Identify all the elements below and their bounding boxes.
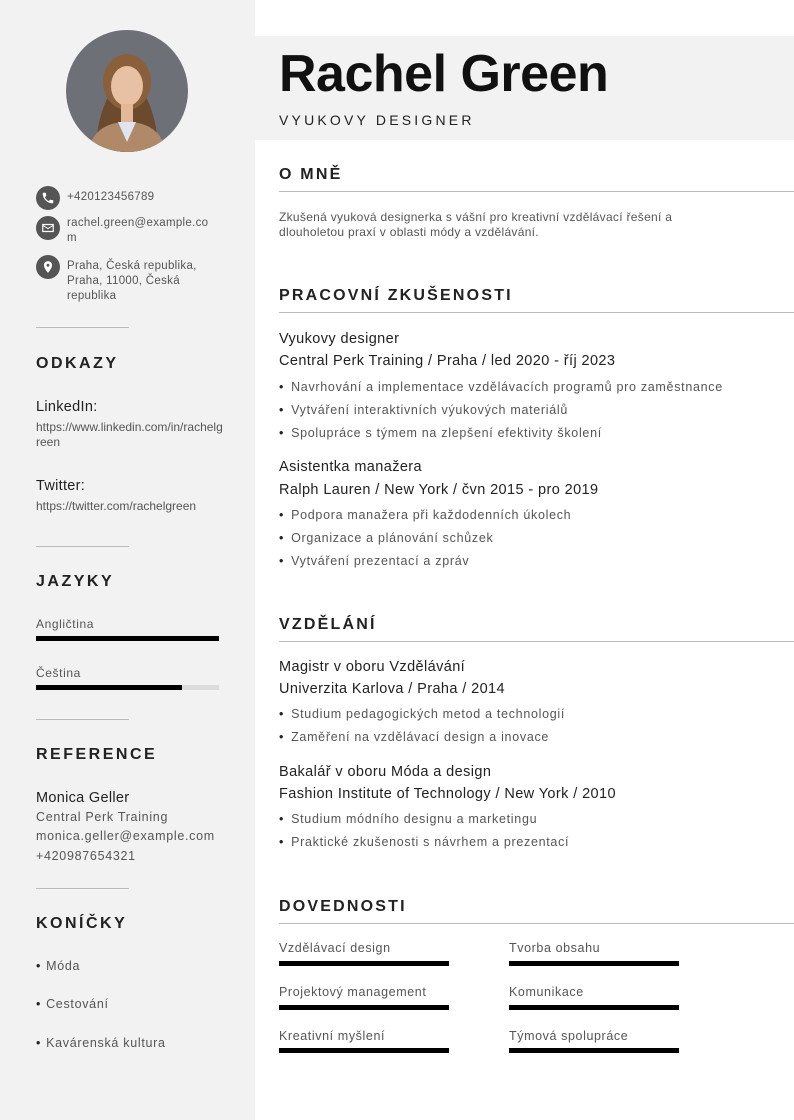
- sidebar-divider: [36, 546, 129, 547]
- skill-level-bar: [279, 1048, 449, 1053]
- education-place: Univerzita Karlova / Praha / 2014: [279, 681, 505, 697]
- bullet-dot: •: [36, 997, 42, 1011]
- links-heading: ODKAZY: [36, 355, 119, 372]
- phone-icon: [36, 186, 60, 210]
- link-url-twitter[interactable]: https://twitter.com/rachelgreen: [36, 499, 197, 513]
- hobby-label: Kavárenská kultura: [46, 1036, 166, 1050]
- skill-level-bar: [509, 961, 679, 966]
- bullet-dot: •: [279, 380, 285, 394]
- bullet-dot: •: [279, 730, 285, 744]
- language-level-fill: [36, 685, 182, 690]
- bullet-dot: •: [279, 403, 285, 417]
- reference-email: monica.geller@example.com: [36, 829, 215, 843]
- sidebar-divider: [36, 719, 129, 720]
- job-bullet: [279, 554, 469, 568]
- job-bullet-text: Organizace a plánování schůzek: [291, 531, 494, 545]
- contact-address: [36, 255, 207, 304]
- job-bullet-text: Vytváření interaktivních výukových materiálů: [291, 403, 569, 417]
- bullet-dot: •: [36, 959, 42, 973]
- language-level-bar: [36, 685, 219, 690]
- job-role: Vyukovy designer: [279, 331, 400, 347]
- skill-level-fill: [509, 1005, 679, 1010]
- bullet-dot: •: [279, 531, 285, 545]
- contact-email-text: rachel.green@example.com: [67, 217, 209, 244]
- skills-heading: DOVEDNOSTI: [279, 898, 407, 915]
- job-bullet-text: Vytváření prezentací a zpráv: [291, 554, 470, 568]
- candidate-name: Rachel Green: [279, 45, 609, 103]
- languages-heading: JAZYKY: [36, 573, 115, 590]
- education-bullet: [279, 835, 569, 849]
- skill-level-bar: [509, 1048, 679, 1053]
- education-bullet-text: Studium módního designu a marketingu: [291, 812, 538, 826]
- job-title: VYUKOVY DESIGNER: [279, 112, 475, 128]
- sidebar: [0, 0, 255, 1120]
- skill-name: Týmová spolupráce: [509, 1029, 629, 1043]
- bullet-dot: •: [279, 835, 285, 849]
- bullet-dot: •: [279, 426, 285, 440]
- link-label-twitter: Twitter:: [36, 478, 86, 494]
- education-bullet-text: Praktické zkušenosti s návrhem a prezentací: [291, 835, 570, 849]
- skill-level-fill: [279, 1005, 449, 1010]
- education-bullet-text: Studium pedagogických metod a technologií: [291, 707, 566, 721]
- job-bullet: [279, 426, 602, 440]
- email-icon: [36, 216, 60, 240]
- skill-name: Projektový management: [279, 985, 427, 999]
- skill-level-fill: [509, 961, 679, 966]
- education-bullet: [279, 707, 565, 721]
- hobby-item: [36, 1036, 166, 1050]
- bullet-dot: •: [36, 1036, 42, 1050]
- job-place: Central Perk Training / Praha / led 2020 - říj 2023: [279, 353, 616, 369]
- avatar: [66, 30, 188, 152]
- hobbies-heading: KONÍČKY: [36, 915, 128, 932]
- education-bullet: [279, 812, 537, 826]
- sidebar-divider: [36, 327, 129, 328]
- skill-name: Vzdělávací design: [279, 941, 391, 955]
- location-pin-icon: [36, 255, 60, 279]
- job-bullet-text: Spolupráce s týmem na zlepšení efektivity školení: [291, 426, 602, 440]
- reference-heading: REFERENCE: [36, 746, 158, 763]
- section-rule: [279, 641, 794, 642]
- section-rule: [279, 923, 794, 924]
- language-name: Čeština: [36, 666, 81, 680]
- job-bullet-text: Navrhování a implementace vzdělávacích programů pro zaměstnance: [291, 380, 723, 394]
- sidebar-divider: [36, 888, 129, 889]
- job-place: Ralph Lauren / New York / čvn 2015 - pro 2019: [279, 482, 599, 498]
- contact-phone-text: +420123456789: [67, 191, 155, 203]
- education-degree: Bakalář v oboru Móda a design: [279, 764, 492, 780]
- link-label-linkedin: LinkedIn:: [36, 399, 98, 415]
- skill-level-bar: [509, 1005, 679, 1010]
- contact-address-text: Praha, Česká republika, Praha, 11000, Česká republika: [67, 260, 197, 302]
- language-level-fill: [36, 636, 219, 641]
- contact-phone: [36, 186, 215, 210]
- skill-level-fill: [279, 961, 449, 966]
- education-heading: VZDĚLÁNÍ: [279, 616, 377, 633]
- bullet-dot: •: [279, 707, 285, 721]
- education-bullet-text: Zaměření na vzdělávací design a inovace: [291, 730, 550, 744]
- job-role: Asistentka manažera: [279, 459, 422, 475]
- job-bullet: [279, 508, 571, 522]
- skill-name: Komunikace: [509, 985, 584, 999]
- skill-level-fill: [509, 1048, 679, 1053]
- education-degree: Magistr v oboru Vzdělávání: [279, 659, 466, 675]
- about-text: Zkušená vyuková designerka s vášní pro kreativní vzdělávací řešení a dlouholetou praxí v oblasti módy a vzdělávání.: [279, 210, 673, 239]
- about-heading: O MNĚ: [279, 166, 343, 183]
- reference-phone: +420987654321: [36, 849, 136, 863]
- contact-email: [36, 216, 215, 246]
- bullet-dot: •: [279, 554, 285, 568]
- section-rule: [279, 191, 794, 192]
- bullet-dot: •: [279, 508, 285, 522]
- section-rule: [279, 312, 794, 313]
- reference-company: Central Perk Training: [36, 810, 169, 824]
- skill-name: Kreativní myšlení: [279, 1029, 386, 1043]
- reference-name: Monica Geller: [36, 790, 130, 806]
- hobby-item: [36, 959, 80, 973]
- hobby-label: Móda: [46, 959, 81, 973]
- education-place: Fashion Institute of Technology / New York / 2010: [279, 786, 616, 802]
- hobby-label: Cestování: [46, 997, 109, 1011]
- job-bullet: [279, 531, 493, 545]
- skill-level-fill: [279, 1048, 449, 1053]
- skill-level-bar: [279, 961, 449, 966]
- experience-heading: PRACOVNÍ ZKUŠENOSTI: [279, 287, 513, 304]
- education-bullet: [279, 730, 549, 744]
- hobby-item: [36, 997, 109, 1011]
- link-url-linkedin[interactable]: https://www.linkedin.com/in/rachelgreen: [36, 420, 223, 449]
- language-name: Angličtina: [36, 617, 95, 631]
- job-bullet: [279, 380, 723, 394]
- skill-level-bar: [279, 1005, 449, 1010]
- job-bullet: [279, 403, 568, 417]
- bullet-dot: •: [279, 812, 285, 826]
- job-bullet-text: Podpora manažera při každodenních úkolech: [291, 508, 572, 522]
- language-level-bar: [36, 636, 219, 641]
- skill-name: Tvorba obsahu: [509, 941, 601, 955]
